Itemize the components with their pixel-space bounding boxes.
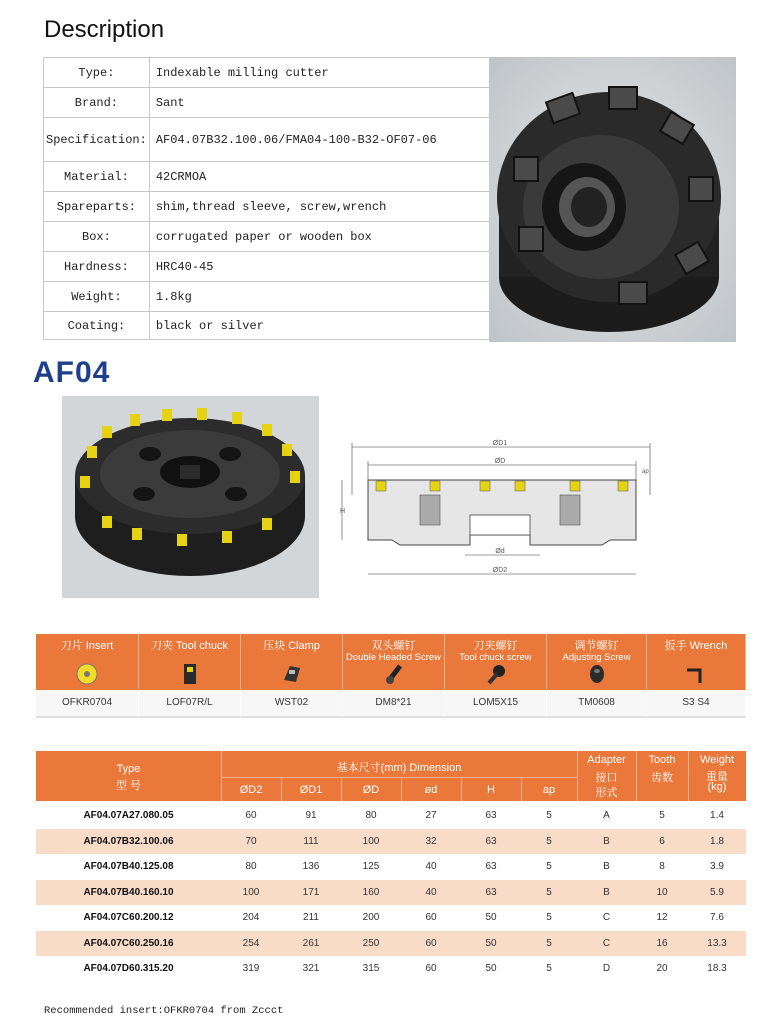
table-cell: 91: [305, 810, 317, 821]
part-header: [36, 634, 139, 690]
table-cell: 18.3: [707, 963, 727, 974]
dim-label-d1: ØD1: [492, 440, 508, 447]
part-code: LOM5X15: [445, 690, 547, 718]
table-cell: A: [603, 810, 610, 821]
description-value: HRC40-45: [149, 252, 489, 282]
part-name-cn: 刀片: [60, 640, 83, 652]
table-cell: 27: [425, 810, 437, 821]
part-code: OFKR0704: [36, 690, 139, 718]
dimension-table-header: [36, 751, 746, 801]
description-row: [44, 312, 490, 340]
header-type-en: Type: [116, 763, 141, 775]
part-name-cn: 调节螺钉: [574, 640, 619, 652]
header-separator: [521, 778, 522, 801]
table-cell: 5: [546, 861, 552, 872]
table-cell: 5: [546, 912, 552, 923]
table-row: [36, 956, 746, 981]
description-value: shim,thread sleeve, screw,wrench: [149, 192, 489, 222]
header-adapter-cn: 接口: [595, 772, 618, 784]
header-tooth-cn: 齿数: [651, 772, 673, 784]
recommended-insert-note: Recommended insert:OFKR0704 from Zccct: [44, 1005, 284, 1017]
table-row: [36, 803, 746, 828]
part-code: S3 S4: [647, 690, 746, 718]
part-title: [36, 640, 138, 652]
header-separator: [221, 751, 222, 801]
header-col-1: ØD1: [299, 784, 323, 796]
part-title: [241, 640, 342, 652]
table-cell: 250: [362, 937, 380, 949]
tool-chuck-screw-icon: [484, 662, 508, 686]
table-cell: 5: [659, 810, 665, 821]
model-cell: AF04.07C60.200.12: [83, 912, 174, 923]
table-cell: 1.8: [710, 835, 724, 847]
table-row: [36, 829, 746, 854]
table-cell: 261: [302, 937, 320, 949]
part-header: [445, 634, 547, 690]
part-insert: [36, 634, 139, 716]
table-cell: 40: [425, 861, 437, 872]
table-cell: 63: [485, 835, 497, 847]
description-label: Material:: [44, 162, 150, 192]
adjusting-screw-icon: [585, 662, 609, 686]
part-name-en: Tool chuck: [176, 640, 228, 652]
table-cell: 5: [546, 886, 552, 898]
description-row: [44, 118, 490, 162]
table-cell: 60: [245, 810, 257, 821]
table-cell: 80: [245, 861, 257, 872]
table-cell: 315: [362, 963, 380, 974]
table-cell: 70: [245, 835, 257, 847]
description-row: [44, 58, 490, 88]
table-cell: 80: [365, 810, 377, 821]
header-col-3: ød: [424, 784, 438, 796]
dim-label-d2: ØD2: [492, 567, 508, 574]
description-row: [44, 192, 490, 222]
table-cell: 1.4: [710, 810, 724, 821]
model-cell: AF04.07B32.100.06: [83, 835, 174, 847]
table-cell: 319: [242, 963, 260, 974]
part-adjusting-screw: [547, 634, 647, 716]
table-cell: 111: [303, 835, 319, 847]
description-value: Sant: [149, 88, 489, 118]
spare-parts-table: [36, 634, 746, 716]
table-cell: 136: [302, 861, 320, 872]
double-headed-screw-icon: [382, 662, 406, 686]
table-cell: 3.9: [710, 861, 724, 872]
header-col-4: H: [487, 784, 495, 796]
table-row: [36, 905, 746, 930]
table-cell: 50: [485, 912, 497, 923]
description-value: 1.8kg: [149, 282, 489, 312]
description-table: [43, 57, 490, 340]
table-cell: 20: [656, 963, 668, 974]
table-cell: 100: [242, 886, 260, 898]
cutter-photo: [489, 57, 736, 342]
header-separator: [461, 778, 462, 801]
part-name-en: Adjusting Screw: [562, 652, 631, 663]
table-cell: 10: [656, 886, 668, 898]
part-code: WST02: [241, 690, 343, 718]
table-cell: 125: [362, 861, 380, 872]
table-cell: 63: [485, 886, 497, 898]
header-separator: [688, 751, 689, 801]
part-code: LOF07R/L: [139, 690, 241, 718]
model-cell: AF04.07A27.080.05: [83, 810, 174, 821]
part-code: DM8*21: [343, 690, 445, 718]
table-cell: 5: [546, 810, 552, 821]
dim-label-d: ØD: [494, 458, 506, 465]
table-cell: B: [603, 835, 610, 847]
model-cell: AF04.07C60.250.16: [83, 937, 174, 949]
part-name-en: Insert: [85, 640, 114, 652]
header-adapter-cn: 形式: [595, 787, 618, 799]
part-header: [139, 634, 241, 690]
part-wrench: [647, 634, 746, 716]
dim-label-d-small: Ød: [495, 548, 505, 555]
table-cell: 32: [425, 835, 437, 847]
dim-label-ap: ap: [642, 469, 649, 475]
table-cell: C: [602, 937, 611, 949]
description-label: Spareparts:: [44, 192, 150, 222]
table-row: [36, 931, 746, 956]
description-label: Weight:: [44, 282, 150, 312]
header-separator: [577, 751, 578, 801]
table-cell: 5: [546, 963, 552, 974]
description-label: Type:: [44, 58, 150, 88]
description-value: black or silver: [149, 312, 489, 340]
part-header: [241, 634, 343, 690]
table-cell: 63: [485, 810, 497, 821]
description-title: Description: [44, 16, 165, 43]
part-name-en: Clamp: [288, 640, 320, 652]
tool-chuck-icon: [178, 662, 202, 686]
table-cell: 160: [362, 886, 380, 898]
part-title: [647, 640, 745, 652]
model-cell: AF04.07B40.125.08: [83, 861, 174, 872]
part-clamp: [241, 634, 343, 716]
part-title: [139, 640, 240, 652]
description-row: [44, 162, 490, 192]
header-dimension-en: Dimension: [409, 762, 462, 774]
header-type-cn: 型 号: [115, 780, 142, 792]
header-separator: [281, 778, 282, 801]
table-row: [36, 854, 746, 879]
part-tool-chuck: [139, 634, 241, 716]
part-title: [547, 640, 646, 664]
table-cell: C: [602, 912, 611, 923]
header-weight-cn: 重量: [706, 771, 728, 783]
technical-drawing: [340, 435, 660, 580]
part-header: [647, 634, 746, 690]
part-name-en: Double Headed Screw: [345, 652, 442, 663]
description-label: Coating:: [44, 312, 150, 340]
header-adapter-en: Adapter: [587, 754, 626, 766]
table-cell: 321: [302, 963, 320, 974]
header-col-0: ØD2: [239, 784, 263, 796]
table-row: [36, 880, 746, 905]
table-cell: 8: [659, 861, 665, 872]
table-cell: 100: [362, 835, 380, 847]
header-col-2: ØD: [362, 784, 380, 796]
clamp-icon: [280, 662, 304, 686]
description-value: 42CRMOA: [149, 162, 489, 192]
description-value: AF04.07B32.100.06/FMA04-100-B32-OF07-06: [149, 118, 489, 162]
table-cell: 60: [425, 912, 437, 923]
part-double-headed-screw: [343, 634, 445, 716]
header-separator: [636, 751, 637, 801]
table-cell: 12: [656, 912, 668, 923]
wrench-icon: [684, 662, 708, 686]
table-cell: 211: [303, 912, 319, 923]
insert-icon: [75, 662, 99, 686]
table-cell: 5.9: [710, 886, 724, 898]
table-cell: 60: [425, 963, 437, 974]
table-cell: 6: [659, 835, 665, 847]
header-dimension-cn: 基本尺寸(mm): [336, 762, 407, 774]
dim-label-h: H: [340, 508, 346, 515]
header-col-5: ap: [542, 784, 556, 796]
description-value: Indexable milling cutter: [149, 58, 489, 88]
description-label: Hardness:: [44, 252, 150, 282]
part-name-cn: 双头螺钉: [371, 640, 416, 652]
part-name-en: Wrench: [689, 640, 728, 652]
description-row: [44, 222, 490, 252]
part-header: [343, 634, 445, 690]
header-separator: [341, 778, 342, 801]
description-row: [44, 88, 490, 118]
table-cell: 5: [546, 937, 552, 949]
header-tooth-en: Tooth: [648, 754, 676, 766]
table-cell: 50: [485, 937, 497, 949]
part-name-cn: 压块: [263, 640, 286, 652]
part-header: [547, 634, 647, 690]
table-cell: 171: [302, 886, 320, 898]
table-cell: B: [603, 886, 610, 898]
table-cell: 200: [362, 912, 380, 923]
table-cell: 5: [546, 835, 552, 847]
table-cell: 16: [656, 937, 668, 949]
table-cell: 40: [425, 886, 437, 898]
table-cell: 60: [425, 937, 437, 949]
model-cell: AF04.07B40.160.10: [83, 886, 174, 898]
description-label: Specification:: [44, 118, 150, 162]
part-name-cn: 刀夹: [151, 640, 173, 652]
header-divider: [221, 777, 577, 778]
header-weight-en: Weight: [699, 754, 735, 766]
description-value: corrugated paper or wooden box: [149, 222, 489, 252]
part-title: [445, 640, 546, 664]
table-cell: B: [603, 861, 610, 872]
description-row: [44, 282, 490, 312]
header-weight-unit: (kg): [707, 781, 727, 793]
table-cell: 7.6: [710, 912, 724, 923]
table-cell: 204: [242, 912, 260, 923]
table-cell: 50: [485, 963, 497, 974]
part-code: TM0608: [547, 690, 647, 718]
part-tool-chuck-screw: [445, 634, 547, 716]
table-cell: 63: [485, 861, 497, 872]
description-row: [44, 252, 490, 282]
table-cell: 254: [242, 937, 260, 949]
series-title: AF04: [33, 356, 111, 389]
description-label: Box:: [44, 222, 150, 252]
table-cell: D: [602, 963, 611, 974]
header-separator: [401, 778, 402, 801]
part-title: [343, 640, 444, 664]
description-label: Brand:: [44, 88, 150, 118]
model-cell: AF04.07D60.315.20: [83, 963, 174, 974]
header-dimension-group: [221, 759, 577, 775]
cutter-render: [62, 396, 319, 598]
part-name-cn: 扳手: [664, 640, 687, 652]
part-name-cn: 刀夹螺钉: [473, 640, 518, 652]
part-name-en: Tool chuck screw: [459, 652, 532, 663]
table-cell: 13.3: [707, 937, 727, 949]
